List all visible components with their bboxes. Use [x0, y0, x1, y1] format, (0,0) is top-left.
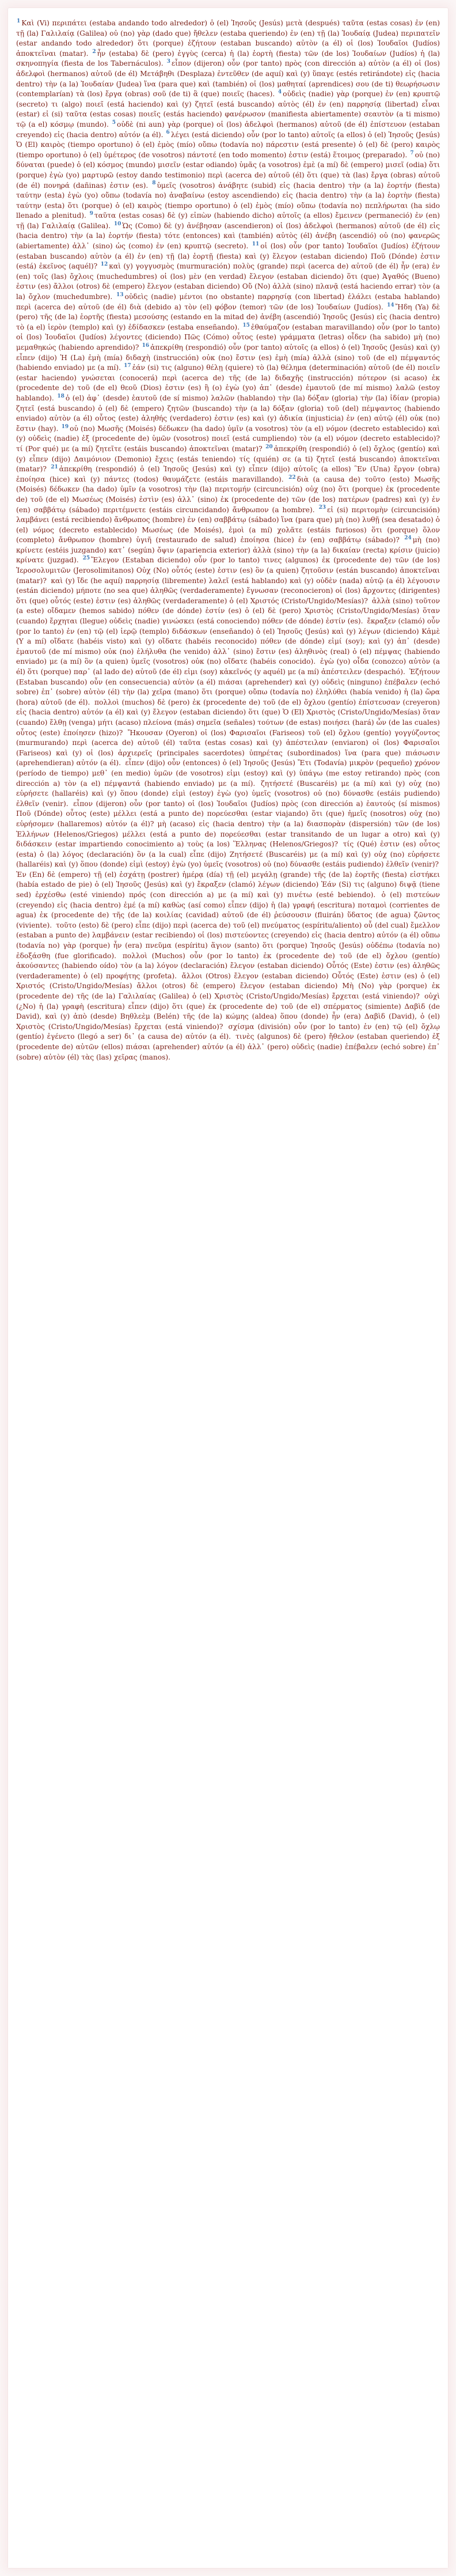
verse-number: 6 — [166, 130, 170, 136]
verse-text: εἶπον (dijeron) οὖν (por tanto) οἱ (los) Ἰουδαῖοι (Judíos) πρὸς (con dirección a) ἑαυτούς (sí mismos) Ποῦ (Dónde) οὗτος (este) μέλλει (está a punto de) πορεύεσθαι (estar viajando) ὅτι (que) ἡμεῖς (nosotros) οὐχ (no) εὑρήσομεν (hallaremos) αὐτόν (a él)? μὴ (acaso) εἰς (hacia dentro) τὴν (a la) διασπορὰν (dispersión) τῶν (de los) Ἑλλήνων (Helenos/Griegos) μέλλει (está a punto de) πορεύεσθαι (estar transitando de un lugar a otro) καὶ (y) διδάσκειν (estar impartiendo conocimiento a) τοὺς (a los) Ἕλληνας (Helenos/Griegos)? — [16, 799, 440, 849]
document-page — [8, 8, 448, 2568]
verse-text: οὐδὲ (ni aun) γὰρ (porque) οἱ (los) ἀδελφοὶ (hermanos) αὐτοῦ (de él) ἐπίστευον (estaban creyendo) εἰς (hacia dentro) αὐτόν (a él). — [16, 120, 440, 139]
verse-text: ὁ (el) πιστεύων (creyendo) εἰς (hacia dentro) ἐμέ (a mí) καθὼς (así como) εἶπεν (dijo) ἡ (la) γραφή (escritura) ποταμοὶ (corrientes de agua) ἐκ (procedente de) τῆς (de la) κοιλίας (cavidad) αὐτοῦ (de él) ῥεύσουσιν (fluirán) ὕδατος (de agua) ζῶντος (viviente). — [16, 891, 440, 929]
verse-text: Ἐζήτουν (Estaban buscando) οὖν (en consecuencia) αὐτὸν (a él) πιάσαι (aprehender) καὶ (y) οὐδεὶς (ninguno) ἐπέβαλεν (echó sobre) ἐπ᾽ (sobre) αὐτὸν (él) τὴν (la) χεῖρα (mano) ὅτι (porque) οὔπω (todavía no) ἐληλύθει (había venido) ἡ (la) ὥρα (hora) αὐτοῦ (de él). — [16, 668, 440, 706]
verse-number: 17 — [124, 363, 131, 369]
verse-number: 7 — [410, 150, 414, 156]
verse-text: ζητήσετέ (Buscaréis) με (a mí) καὶ (y) οὐχ (no) εὑρήσετε (hallaréis) καὶ (y) ὅπου (donde) εἰμὶ (estoy) ἐγὼ (yo) ὑμεῖς (vosotros) οὐ (no) δύνασθε (estáis pudiendo) ἐλθεῖν (venir). — [16, 779, 440, 808]
verse-text: ἀπεκρίθη (respondió) ὁ (el) Ἰησοῦς (Jesús) καὶ (y) εἶπεν (dijo) αὐτοῖς (a ellos) Ἓν (Una) ἔργον (obra) ἐποίησα (hice) καὶ (y) πάντες (todos) θαυμάζετε (estáis maravillando). — [16, 465, 440, 483]
verse-number: 19 — [61, 423, 69, 430]
verse-number: 25 — [82, 555, 90, 562]
verse-number: 12 — [100, 262, 108, 268]
verse-text: ἀπεκρίθη (respondió) ὁ (el) ὄχλος (gentío) καὶ (y) εἶπεν (dijo) Δαιμόνιον (Demonio) ἔχεις (estás teniendo) τίς (quién) σε (a ti) ζητεῖ (está buscando) ἀποκτεῖναι (matar)? — [16, 444, 440, 474]
verse-text: Ἐν (En) δὲ (empero) τῇ (el) ἐσχάτῃ (postrer) ἡμέρᾳ (día) τῇ (el) μεγάλῃ (grande) τῆς (de la) ἑορτῆς (fiesta) εἱστήκει (había estado de pie) ὁ (el) Ἰησοῦς (Jesús) καὶ (y) ἔκραξεν (clamó) λέγων (diciendo) Ἐάν (Si) τις (alguno) διψᾷ (tiene sed) ἐρχέσθω (esté viniendo) πρός (con dirección a) με (a mí) καὶ (y) πινέτω (esté bebiendo). — [16, 870, 440, 899]
verse-text: τίς (Qué) ἐστιν (es) οὗτος (esta) ὁ (la) λόγος (declaración) ὃν (a la cual) εἶπε (dijo) Ζητήσετέ (Buscaréis) με (a mí) καὶ (y) οὐχ (no) εὑρήσετε (hallaréis) καὶ (y) ὅπου (donde) εἰμὶ (estoy) ἐγὼ (yo) ὑμεῖς (vosotros) οὐ (no) δύνασθε (estáis pudiendo) ἐλθεῖν (venir)? — [16, 840, 440, 869]
verse-text: ἐάν (si) τις (alguno) θέλῃ (quiere) τὸ (la) θέλημα (determinación) αὐτοῦ (de él) ποιεῖν (estar haciendo) γνώσεται (conocerá) περὶ (acerca de) τῆς (de la) διδαχῆς (instrucción) πότερον (si acaso) ἐκ (procedente de) τοῦ (de el) θεοῦ (Dios) ἐστιν (es) ἢ (o) ἐγὼ (yo) ἀπ᾽ (desde) ἐμαυτοῦ (de mí mismo) λαλῶ (estoy hablando). — [16, 364, 440, 402]
verse-text: οὐδεὶς (nadie) γὰρ (porque) ἐν (en) κρυπτῷ (secreto) τι (algo) ποιεῖ (está haciendo) καὶ (y) ζητεῖ (está buscando) αὐτὸς (él) ἐν (en) παρρησίᾳ (libertad) εἶναι (estar) εἰ (si) ταῦτα (estas cosas) ποιεῖς (estás haciendo) φανέρωσον (manifiesta abiertamente) σεαυτὸν (a ti mismo) τῷ (a el) κόσμῳ (mundo). — [16, 90, 440, 128]
verse-number: 16 — [142, 342, 150, 349]
verse-number: 20 — [265, 444, 273, 450]
verse-text: ἐγὼ (yo) οἶδα (conozco) αὐτὸν (a él) ὅτι (porque) παρ᾽ (al lado de) αὐτοῦ (de él) εἰμι (soy) κἀκεῖνός (y aquél) με (a mí) ἀπέστειλεν (despachó). — [16, 657, 440, 676]
verse-number: 5 — [112, 119, 116, 126]
bottom-fade — [8, 2552, 448, 2568]
verse-text: διὰ (a causa de) τοῦτο (esto) Μωσῆς (Moisés) δέδωκεν (ha dado) ὑμῖν (a vosotros) τὴν (la) περιτομήν (circuncisión) οὐχ (no) ὅτι (porque) ἐκ (procedente de) τοῦ (de el) Μωσέως (Moisés) ἐστὶν (es) ἀλλ᾽ (sino) ἐκ (procedente de) τῶν (de los) πατέρων (padres) καὶ (y) ἐν (en) σαββάτῳ (sábado) περιτέμνετε (estáis circuncidando) ἄνθρωπον (a hombre). — [16, 475, 440, 514]
verse-text: οὐ (no) δύναται (puede) ὁ (el) κόσμος (mundo) μισεῖν (estar odiando) ὑμᾶς (a vosotros) ἐμὲ (a mí) δὲ (empero) μισεῖ (odia) ὅτι (porque) ἐγὼ (yo) μαρτυρῶ (estoy dando testimonio) περὶ (acerca de) αὐτοῦ (él) ὅτι (que) τὰ (las) ἔργα (obras) αὐτοῦ (de él) πονηρά (dañinas) ἐστιν (es). — [16, 150, 440, 190]
verse-number: 4 — [278, 89, 282, 96]
verse-text: Ἔλεγον (Estaban diciendo) οὖν (por lo tanto) τινες (algunos) ἐκ (procedente de) τῶν (de los) Ἱεροσολυμιτῶν (Jerosolimitanos) Οὐχ (No) οὗτός (este) ἐστιν (es) ὃν (a quien) ζητοῦσιν (están buscando) ἀποκτεῖναι (matar)? — [16, 556, 440, 585]
verse-text: καὶ (y) γογγυσμὸς (murmuración) πολὺς (grande) περὶ (acerca de) αὐτοῦ (de él) ἦν (era) ἐν (en) τοῖς (las) ὄχλοις (muchedumbres) οἱ (los) μὲν (en verdad) ἔλεγον (estaban diciendo) ὅτι (que) Ἀγαθός (Bueno) ἐστιν (es) ἄλλοι (otros) δὲ (empero) ἔλεγον (estaban diciendo) Οὔ (No) ἀλλὰ (sino) πλανᾷ (está haciendo errar) τὸν (a la) ὄχλον (muchedumbre). — [16, 262, 440, 301]
verse-number: 3 — [166, 59, 170, 65]
verse-number: 14 — [387, 302, 394, 308]
verse-text: εἶπον (dijeron) οὖν (por tanto) πρὸς (con dirección a) αὐτὸν (a él) οἱ (los) ἀδελφοὶ (hermanos) αὐτοῦ (de él) Μετάβηθι (Desplaza) ἐντεῦθεν (de aquí) καὶ (y) ὕπαγε (estés retirándote) εἰς (hacia dentro) τὴν (a la) Ἰουδαίαν (Judea) ἵνα (para que) καὶ (también) οἱ (los) μαθηταί (aprendices) σου (de ti) θεωρήσωσιν (contemplarían) τὰ (los) ἔργα (obras) σοῦ (de ti) ἃ (que) ποιεῖς (haces). — [16, 59, 440, 99]
verse-text: ἀπεκρίθη (respondió) οὖν (por tanto) αὐτοῖς (a ellos) ὁ (el) Ἰησοῦς (Jesús) καὶ (y) εἶπεν (dijo) Ἡ (La) ἐμὴ (mía) διδαχὴ (instrucción) οὐκ (no) ἔστιν (es) ἐμὴ (mía) ἀλλὰ (sino) τοῦ (de el) πέμψαντός (habiendo enviado) με (a mí). — [16, 343, 440, 372]
verse-text: τοῦτο (esto) δὲ (pero) εἶπε (dijo) περὶ (acerca de) τοῦ (el) πνεύματος (espíritu/aliento) οὗ (del cual) ἔμελλον (estaban a punto de) λαμβάνειν (estar recibiendo) οἱ (los) πιστεύοντες (creyendo) εἰς (hacia dentro) αὐτόν (a él) οὔπω (todavía no) γὰρ (porque) ἦν (era) πνεῦμα (espíritu) ἅγιον (santo) ὅτι (porque) Ἰησοῦς (Jesús) οὐδέπω (todavía no) ἐδοξάσθη (fue glorificado). — [16, 921, 440, 960]
verse-text: ἔκραξεν (clamó) οὖν (por lo tanto) ἐν (en) τῷ (el) ἱερῷ (templo) διδάσκων (enseñando) ὁ (el) Ἰησοῦς (Jesús) καὶ (y) λέγων (diciendo) Κἀμὲ (Y a mí) οἴδατε (habéis visto) καὶ (y) οἴδατε (habéis reconocido) πόθεν (de dónde) εἰμί (soy); καὶ (y) ἀπ᾽ (desde) ἐμαυτοῦ (de mí mismo) οὐκ (no) ἐλήλυθα (he venido) ἀλλ᾽ (sino) ἔστιν (es) ἀληθινὸς (real) ὁ (el) πέμψας (habiendo enviado) με (a mí) ὃν (a quien) ὑμεῖς (vosotros) οὐκ (no) οἴδατε (habéis conocido). — [16, 617, 440, 666]
verse-text: ἦν (estaba) δὲ (pero) ἐγγὺς (cerca) ἡ (la) ἑορτὴ (fiesta) τῶν (de los) Ἰουδαίων (Judíos) ἡ (la) σκηνοπηγία (fiesta de los Tabernáculos). — [16, 49, 440, 68]
verse-number: 2 — [92, 48, 96, 55]
verse-number: 10 — [113, 221, 121, 227]
verse-text: ἀλλὰ (sino) τοῦτον (a este) οἴδαμεν (hemos sabido) πόθεν (de dónde) ἐστίν (es) ὁ (el) δὲ (pero) Χριστὸς (Cristo/Ungido/Mesías) ὅταν (cuando) ἔρχηται (llegue) οὐδεὶς (nadie) γινώσκει (está conociendo) πόθεν (de dónde) ἐστίν (es). — [16, 596, 440, 626]
verse-text: τινὲς (algunos) δὲ (pero) ἤθελον (estaban queriendo) ἐξ (procedente de) αὐτῶν (ellos) πιάσαι (aprehender) αὐτόν (a él) ἀλλ᾽ (pero) οὐδεὶς (nadie) ἐπέβαλεν (echó sobre) ἐπ᾽ (sobre) αὐτὸν (él) τὰς (las) χεῖρας (manos). — [16, 1032, 440, 1061]
verse-text: ὑμεῖς (vosotros) ἀνάβητε (subid) εἰς (hacia dentro) τὴν (a la) ἑορτήν (fiesta) ταύτην (esta) ἐγὼ (yo) οὔπω (todavía no) ἀναβαίνω (estoy ascendiendo) εἰς (hacia dentro) τὴν (a la) ἑορτὴν (fiesta) ταύτην (esta) ὅτι (porque) ὁ (el) καιρὸς (tiempo oportuno) ὁ (el) ἐμὸς (mío) οὔπω (todavía no) πεπλήρωται (ha sido llenado a plenitud). — [16, 181, 440, 220]
verse-number: 23 — [318, 505, 326, 511]
verse-text: λέγει (está diciendo) οὖν (por lo tanto) αὐτοῖς (a ellos) ὁ (el) Ἰησοῦς (Jesús) Ὁ (El) καιρὸς (tiempo oportuno) ὁ (el) ἐμὸς (mío) οὔπω (todavía no) πάρεστιν (está presente) ὁ (el) δὲ (pero) καιρὸς (tiempo oportuno) ὁ (el) ὑμέτερος (de vosotros) πάντοτέ (en todo momento) ἐστιν (está) ἕτοιμος (preparado). — [16, 130, 440, 159]
verse-text: Καὶ (Vi) περιπάτει (estaba andando todo alrededor) ὁ (el) Ἰησοῦς (Jesús) μετὰ (después) ταῦτα (estas cosas) ἐν (en) τῇ (la) Γαλιλαίᾳ (Galilea) οὐ (no) γὰρ (dado que) ἤθελεν (estaba queriendo) ἐν (en) τῇ (la) Ἰουδαίᾳ (Judea) περιπατεῖν (estar andando todo alrededor) ὅτι (porque) ἐζήτουν (estaban buscando) αὐτὸν (a él) οἱ (los) Ἰουδαῖοι (Judíos) ἀποκτεῖναι (matar). — [16, 19, 440, 58]
verse-text: εἰ (si) περιτομὴν (circuncisión) λαμβάνει (está recibiendo) ἄνθρωπος (hombre) ἐν (en) σαββάτῳ (sábado) ἵνα (para que) μὴ (no) λυθῇ (sea desatado) ὁ (el) νόμος (decreto establecido) Μωσέως (de Moisés), ἐμοὶ (a mí) χολᾶτε (estáis furiosos) ὅτι (porque) ὅλον (completo) ἄνθρωπον (hombre) ὑγιῆ (restaurado de salud) ἐποίησα (hice) ἐν (en) σαββάτῳ (sábado)? — [16, 505, 440, 544]
verse-number: 1 — [17, 18, 21, 24]
verse-text: Ἤδη (Ya) δὲ (pero) τῆς (de la) ἑορτῆς (fiesta) μεσούσης (estando en la mitad de) ἀνέβη (ascendió) Ἰησοῦς (Jesús) εἰς (hacia dentro) τὸ (a el) ἱερὸν (templo) καὶ (y) ἐδίδασκεν (estaba enseñando). — [16, 302, 440, 331]
verse-number: 13 — [116, 292, 124, 298]
verse-text: ταῦτα (estas cosas) δὲ (y) εἰπὼν (habiendo dicho) αὐτοῖς (a ellos) ἔμεινεν (permaneció) ἐν (en) τῇ (la) Γαλιλαίᾳ (Galilea). — [16, 211, 440, 230]
verse-text: οἱ (los) οὖν (por tanto) Ἰουδαῖοι (Judíos) ἐζήτουν (estaban buscando) αὐτὸν (a él) ἐν (en) τῇ (la) ἑορτῇ (fiesta) καὶ (y) ἔλεγον (estaban diciendo) Ποῦ (Dónde) ἐστιν (está) ἐκεῖνος (aquél)? — [16, 242, 440, 271]
verse-text: πολλοὶ (muchos) δὲ (pero) ἐκ (procedente de) τοῦ (de el) ὄχλου (gentío) ἐπίστευσαν (creyeron) εἰς (hacia dentro) αὐτόν (a él) καὶ (y) ἔλεγον (estaban diciendo) ὅτι (que) Ὁ (El) Χριστὸς (Cristo/Ungido/Mesías) ὅταν (cuando) ἔλθῃ (venga) μήτι (acaso) πλείονα (más) σημεῖα (señales) τούτων (de estas) ποιήσει (hará) ὧν (de las cuales) οὗτος (este) ἐποίησεν (hizo)? — [16, 698, 440, 737]
verse-text: εἶπεν (dijo) οὖν (entonces) ὁ (el) Ἰησοῦς (Jesús) Ἔτι (Todavía) μικρὸν (pequeño) χρόνον (período de tiempo) μεθ᾽ (en medio) ὑμῶν (de vosotros) εἰμι (estoy) καὶ (y) ὑπάγω (me estoy retirando) πρὸς (con dirección a) τὸν (a el) πέμψαντά (habiendo enviado) με (a mí). — [16, 759, 440, 788]
verse-text: ἐθαύμαζον (estaban maravillando) οὖν (por lo tanto) οἱ (los) Ἰουδαῖοι (Judíos) λέγοντες (diciendo) Πῶς (Cómo) οὗτος (este) γράμματα (letras) οἶδεν (ha sabido) μὴ (no) μεμαθηκώς (habiendo aprendido)? — [16, 323, 440, 351]
verse-number: 18 — [57, 393, 64, 399]
verse-number: 22 — [288, 474, 296, 481]
verse-text: καὶ (y) ἴδε (he aquí) παρρησίᾳ (libremente) λαλεῖ (está hablando) καὶ (y) οὐδὲν (nada) αὐτῷ (a él) λέγουσιν (están diciendo) μήποτε (no sea que) ἀληθῶς (verdaderamente) ἔγνωσαν (reconocieron) οἱ (los) ἄρχοντες (dirigentes) ὅτι (que) οὗτός (este) ἐστιν (es) ἀληθῶς (verdaderamente) ὁ (el) Χριστός (Cristo/Ungido/Mesías)? — [16, 576, 440, 605]
verse-number: 15 — [242, 322, 250, 328]
interlinear-passage — [16, 18, 440, 2560]
verse-text: ἄλλοι (Otros) ἔλεγον (estaban diciendo) Οὗτός (Este) ἐστιν (es) ὁ (el) Χριστός (Cristo/Ungido/Mesías) ἄλλοι (otros) δὲ (empero) ἔλεγον (estaban diciendo) Μὴ (No) γὰρ (porque) ἐκ (procedente de) τῆς (de la) Γαλιλαίας (Galilea) ὁ (el) Χριστὸς (Cristo/Ungido/Mesías) ἔρχεται (está viniendo)? — [16, 971, 440, 1000]
verse-text: οὐχὶ (¿No) ἡ (la) γραφὴ (escritura) εἶπεν (dijo) ὅτι (que) ἐκ (procedente de) τοῦ (de el) σπέρματος (simiente) Δαβὶδ (de David), καὶ (y) ἀπὸ (desde) Βηθλεὲμ (Belén) τῆς (de la) κώμης (aldea) ὅπου (donde) ἦν (era) Δαβὶδ (David), ὁ (el) Χριστὸς (Cristo/Ungido/Mesías) ἔρχεται (está viniendo)? — [16, 992, 440, 1031]
verse-number: 11 — [252, 241, 260, 247]
verse-number: 21 — [51, 464, 58, 471]
verse-text: οὐ (no) Μωσῆς (Moisés) δέδωκεν (ha dado) ὑμῖν (a vosotros) τὸν (a el) νόμον (decreto establecido) καὶ (y) οὐδεὶς (nadie) ἐξ (procedente de) ὑμῶν (vosotros) ποιεῖ (está cumpliendo) τὸν (a el) νόμον (decreto establecido)? τί (Por qué) με (a mí) ζητεῖτε (estáis buscando) ἀποκτεῖναι (matar)? — [16, 424, 440, 453]
verse-number: 8 — [152, 180, 156, 187]
verse-number: 24 — [404, 535, 412, 542]
verse-number: 9 — [89, 211, 93, 217]
verse-text: πολλοὶ (Muchos) οὖν (por lo tanto) ἐκ (procedente de) τοῦ (de el) ὄχλου (gentío) ἀκούσαντες (habiendo oído) τὸν (a la) λόγον (declaración) ἔλεγον (estaban diciendo) Οὗτός (Este) ἐστιν (es) ἀληθῶς (verdaderamente) ὁ (el) προφήτης (profeta). — [16, 951, 440, 980]
verse-text: μὴ (no) κρίνετε (estéis juzgando) κατ᾽ (según) ὄψιν (apariencia exterior) ἀλλὰ (sino) τὴν (a la) δικαίαν (recta) κρίσιν (juicio) κρίνατε (juzgad). — [16, 536, 440, 565]
verse-text: ὁ (el) ἀφ᾽ (desde) ἑαυτοῦ (de sí mismo) λαλῶν (hablando) τὴν (la) δόξαν (gloria) τὴν (la) ἰδίαν (propia) ζητεῖ (está buscando) ὁ (el) δὲ (empero) ζητῶν (buscando) τὴν (a la) δόξαν (gloria) τοῦ (del) πέμψαντος (habiendo enviado) αὐτὸν (a él) οὗτος (este) ἀληθής (verdadero) ἐστιν (es) καὶ (y) ἀδικία (injusticia) ἐν (en) αὐτῷ (él) οὐκ (no) ἔστιν (hay). — [16, 394, 440, 433]
verse-text: οὐδεὶς (nadie) μέντοι (no obstante) παρρησίᾳ (con libertad) ἐλάλει (estaba hablando) περὶ (acerca de) αὐτοῦ (de él) διὰ (debido a) τὸν (el) φόβον (temor) τῶν (de los) Ἰουδαίων (Judíos). — [16, 293, 440, 311]
verse-text: Ὡς (Como) δὲ (y) ἀνέβησαν (ascendieron) οἱ (los) ἀδελφοὶ (hermanos) αὐτοῦ (de él) εἰς (hacia dentro) τὴν (a la) ἑορτήν (fiesta) τότε (entonces) καὶ (también) αὐτὸς (él) ἀνέβη (ascendió) οὐ (no) φανερῶς (abiertamente) ἀλλ᾽ (sino) ὡς (como) ἐν (en) κρυπτῷ (secreto). — [16, 221, 440, 251]
verse-text: Ἤκουσαν (Oyeron) οἱ (los) Φαρισαῖοι (Fariseos) τοῦ (el) ὄχλου (gentío) γογγύζοντος (murmurando) περὶ (acerca de) αὐτοῦ (él) ταῦτα (estas cosas) καὶ (y) ἀπέστειλαν (enviaron) οἱ (los) Φαρισαῖοι (Fariseos) καὶ (y) οἱ (los) ἀρχιερεῖς (principales sacerdotes) ὑπηρέτας (subordinados) ἵνα (para que) πιάσωσιν (aprehendieran) αὐτόν (a él). — [16, 728, 440, 767]
verse-text: σχίσμα (división) οὖν (por lo tanto) ἐν (en) τῷ (el) ὄχλῳ (gentío) ἐγένετο (llegó a ser) δι᾽ (a causa de) αὐτόν (a él). — [16, 1022, 440, 1041]
